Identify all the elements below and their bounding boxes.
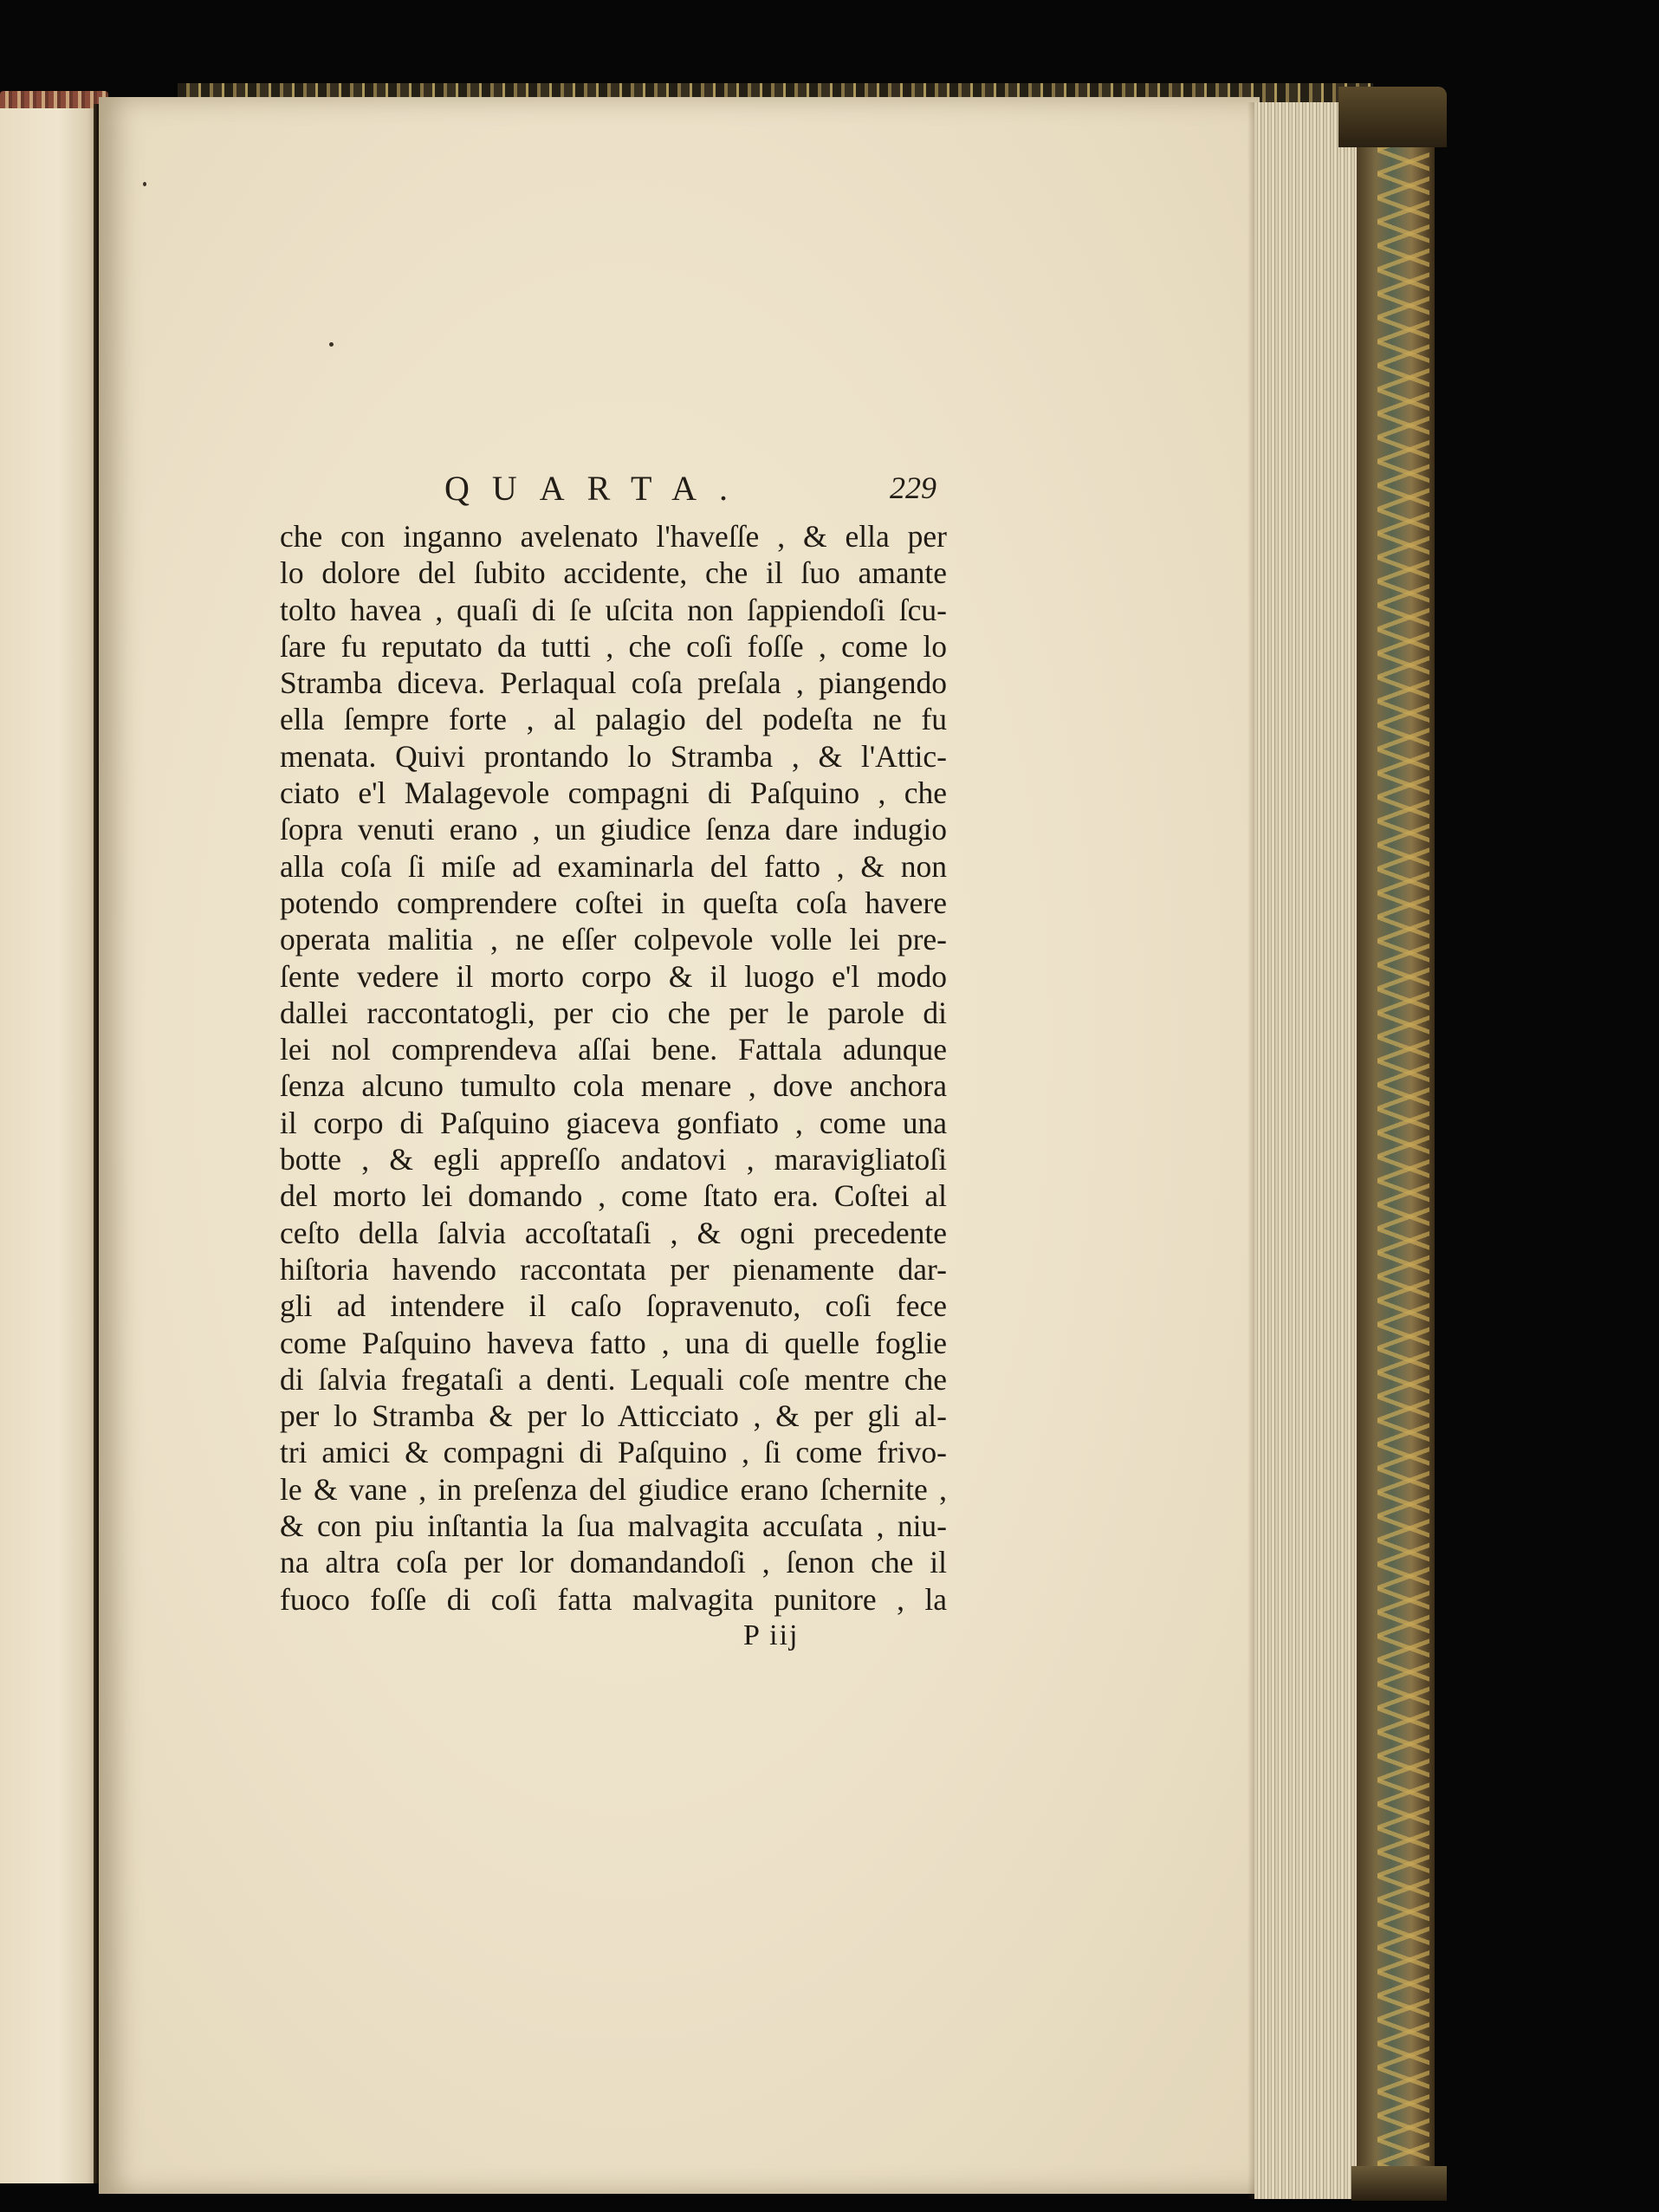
ink-speck xyxy=(329,342,334,347)
printed-text-block xyxy=(280,457,947,1657)
text-line: fuoco foſſe di coſi fatta malvagita punitore , la xyxy=(280,1581,947,1617)
text-line: del morto lei domando , come ſtato era. Coſtei al xyxy=(280,1178,947,1214)
text-line: botte , & egli appreſſo andatovi , maravigliatoſi xyxy=(280,1142,947,1177)
text-line: dallei raccontatogli, per cio che per le parole di xyxy=(280,995,947,1030)
text-line: per lo Stramba & per lo Atticciato , & per gli al- xyxy=(280,1398,947,1434)
text-line: lo dolore del ſubito accidente, che il ſuo amante xyxy=(280,555,947,591)
cover-bottom-corner xyxy=(1351,2166,1447,2201)
text-line: Stramba diceva. Perlaqual coſa preſala , piangendo xyxy=(280,665,947,701)
text-line: gli ad intendere il caſo ſopravenuto, coſi fece xyxy=(280,1288,947,1324)
left-facing-page xyxy=(0,108,97,2183)
text-line: & con piu inſtantia la ſua malvagita accuſata , niu- xyxy=(280,1508,947,1544)
signature-mark: P iij xyxy=(743,1618,800,1651)
text-line: ſente vedere il morto corpo & il luogo e'l modo xyxy=(280,958,947,994)
text-line: tolto havea , quaſi di ſe uſcita non ſappiendoſi ſcu- xyxy=(280,592,947,627)
text-line: ella ſempre forte , al palagio del podeſta ne fu xyxy=(280,702,947,737)
text-line: ſenza alcuno tumulto cola menare , dove anchora xyxy=(280,1068,947,1104)
body-text xyxy=(280,518,947,1618)
text-line: le & vane , in preſenza del giudice erano ſchernite , xyxy=(280,1471,947,1507)
signature-mark-row xyxy=(280,1619,947,1657)
text-line: di ſalvia fregataſi a denti. Lequali coſe mentre che xyxy=(280,1361,947,1397)
cover-top-corner xyxy=(1338,87,1447,147)
running-head xyxy=(280,457,947,518)
gilt-cover-ornament xyxy=(1377,147,1429,2166)
text-line: lei nol comprendeva aſſai bene. Fattala adunque xyxy=(280,1032,947,1067)
page-edges-stack xyxy=(1254,102,1360,2199)
text-line: ſare fu reputato da tutti , che coſi foſſe , come lo xyxy=(280,628,947,664)
text-line: ſopra venuti erano , un giudice ſenza dare indugio xyxy=(280,812,947,847)
page-number: 229 xyxy=(890,470,936,505)
text-line: operata malitia , ne eſſer colpevole volle lei pre- xyxy=(280,922,947,957)
text-line: ceſto della ſalvia accoſtataſi , & ogni precedente xyxy=(280,1215,947,1250)
text-line: come Paſquino haveva fatto , una di quelle foglie xyxy=(280,1325,947,1360)
text-line: menata. Quivi prontando lo Stramba , & l'Attic- xyxy=(280,738,947,774)
ink-speck xyxy=(143,182,146,186)
text-line: potendo comprendere coſtei in queſta coſa havere xyxy=(280,885,947,920)
text-line: il corpo di Paſquino giaceva gonfiato , come una xyxy=(280,1105,947,1140)
text-line: hiſtoria havendo raccontata per pienamente dar- xyxy=(280,1251,947,1287)
text-line: tri amici & compagni di Paſquino , ſi come frivo- xyxy=(280,1435,947,1470)
text-line: alla coſa ſi miſe ad examinarla del fatto , & non xyxy=(280,848,947,884)
text-line: ciato e'l Malagevole compagni di Paſquino , che xyxy=(280,775,947,811)
text-line: che con inganno avelenato l'haveſſe , & ella per xyxy=(280,519,947,554)
running-head-title: QUARTA. xyxy=(444,469,751,508)
text-line: na altra coſa per lor domandandoſi , ſenon che il xyxy=(280,1545,947,1580)
